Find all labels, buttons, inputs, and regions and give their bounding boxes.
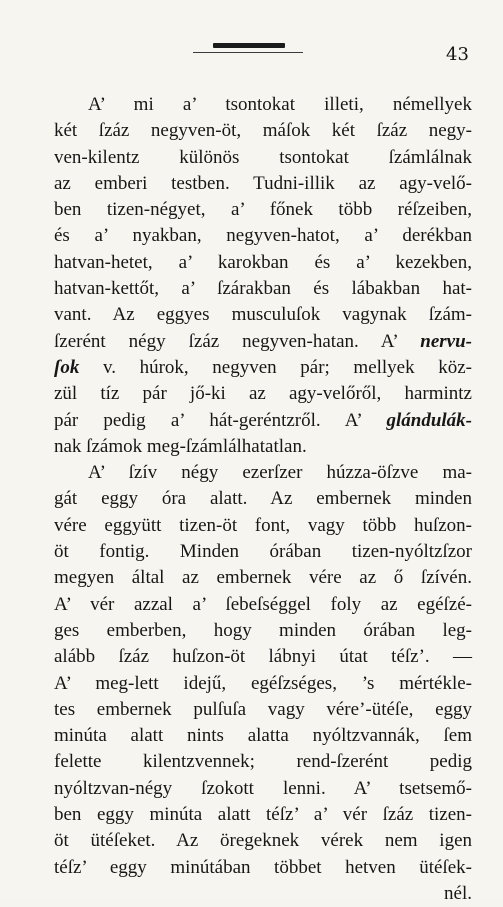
text-line: öt ütéſeket. Az öregeknek vérek nem igen — [54, 830, 472, 852]
body-text — [54, 92, 472, 907]
text-line: zül tíz pár jő-ki az agy-velőről, harmintz — [54, 383, 472, 405]
text-line: ges emberben, hogy minden órában leg- — [54, 619, 472, 641]
text-line: ben eggy minúta alatt téſz’ a’ vér ſzáz tizen- — [54, 804, 472, 826]
header-thin-rule — [193, 52, 303, 53]
text-line: gát eggy óra alatt. Az embernek minden — [54, 488, 472, 510]
text-run: ſzerént négy ſzáz negyven-hatan. A’ — [54, 330, 421, 352]
text-line: hatvan-kettőt, a’ ſzárakban és lábakban hat- — [54, 278, 472, 300]
text-line: tes embernek pulſuſa vagy vére’-ütéſe, eggy — [54, 698, 472, 720]
header-ornament-rule — [213, 43, 285, 48]
text-line: ven-kilentz különös tsontokat ſzámlálnak — [54, 146, 472, 168]
text-line: két ſzáz negyven-öt, máſok két ſzáz negy- — [54, 120, 472, 142]
text-line: téſz’ eggy minútában többet hetven ütéſek- — [54, 856, 472, 878]
text-line: minúta alatt nints alatta nyóltzvannák, ſem — [54, 725, 472, 747]
text-line: vant. Az eggyes musculuſok vagynak ſzám- — [54, 304, 472, 326]
text-run: v. húrok, negyven pár; mellyek köz- — [79, 356, 472, 378]
text-line: A’ meg-lett idejű, egéſzséges, ’s mértékle- — [54, 672, 472, 694]
text-line — [54, 355, 472, 381]
text-line: hatvan-hetet, a’ karokban és a’ kezekben, — [54, 251, 472, 273]
emphasized-term: ſok — [54, 356, 80, 378]
text-line: megyen által az embernek vére az ő ſzívén. — [54, 567, 472, 589]
text-line: az emberi testben. Tudni-illik az agy-velő- — [54, 172, 472, 194]
text-line: öt fontig. Minden órában tizen-nyóltzſzor — [54, 541, 472, 563]
emphasized-term: glándulák- — [386, 409, 472, 431]
text-line: nak ſzámok meg-ſzámlálhatatlan. — [54, 435, 307, 457]
emphasized-term: nervu- — [420, 330, 472, 352]
text-line: nél. — [444, 882, 472, 904]
text-line — [54, 329, 472, 355]
text-line: vére eggyütt tizen-öt font, vagy több huſzon- — [54, 514, 472, 536]
page-number: 43 — [446, 44, 469, 65]
text-line: A’ vér azzal a’ ſebeſséggel foly az egéſzé- — [54, 593, 472, 615]
text-line: és a’ nyakban, negyven-hatot, a’ derékban — [54, 225, 472, 247]
text-line: ben tizen-négyet, a’ főnek több réſzeiben, — [54, 199, 472, 221]
text-run: pár pedig a’ hát-geréntzről. A’ — [54, 409, 387, 431]
text-line: A’ ſzív négy ezerſzer húzza-öſzve ma- — [88, 462, 472, 484]
text-line — [54, 408, 472, 434]
text-line: nyóltzvan-négy ſzokott lenni. A’ tsetsemő- — [54, 777, 472, 799]
text-line: alább ſzáz huſzon-öt lábnyi útat téſz’. — — [54, 646, 472, 668]
text-line: A’ mi a’ tsontokat illeti, némellyek — [88, 94, 472, 115]
text-line: felette kilentzvennek; rend-ſzerént pedig — [54, 751, 472, 773]
